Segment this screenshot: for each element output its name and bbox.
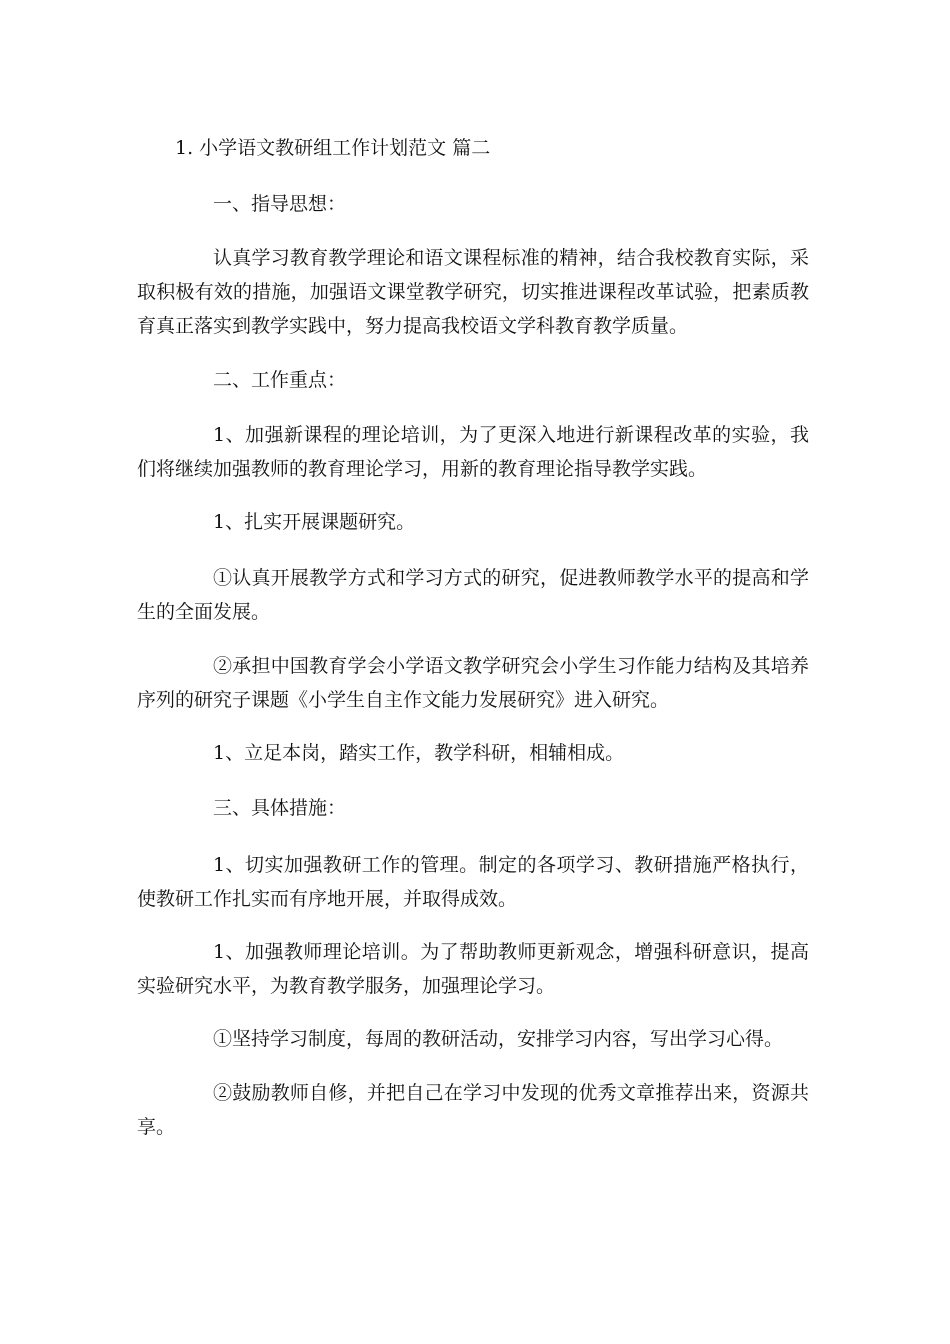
section-heading-work-focus: 二、工作重点： [213,369,347,391]
paragraph-guiding-ideology: 认真学习教育教学理论和语文课程标准的精神，结合我校教育实际，采取积极有效的措施，加强语文课堂教学研究，切实推进课程改革试验，把素质教育真正落实到教学实践中，努力提高我校语文学科教育教学质量。 [137,247,809,337]
paragraph-subproject-research: ②承担中国教育学会小学语文教学研究会小学生习作能力结构及其培养序列的研究子课题《小学生自主作文能力发展研究》进入研究。 [137,655,809,711]
section-heading-guiding-ideology: 一、指导思想： [213,193,347,215]
paragraph-research-topics: 1、扎实开展课题研究。 [213,511,416,533]
paragraph-management: 1、切实加强教研工作的管理。制定的各项学习、教研措施严格执行，使教研工作扎实而有序地开展，并取得成效。 [137,854,809,910]
paragraph-teaching-methods-research: ①认真开展教学方式和学习方式的研究，促进教师教学水平的提高和学生的全面发展。 [137,567,809,623]
paragraph-self-study: ②鼓励教师自修，并把自己在学习中发现的优秀文章推荐出来，资源共享。 [137,1082,809,1138]
paragraph-teacher-training: 1、加强教师理论培训。为了帮助教师更新观念，增强科研意识，提高实验研究水平，为教育教学服务，加强理论学习。 [137,941,809,997]
paragraph-theory-training: 1、加强新课程的理论培训，为了更深入地进行新课程改革的实验，我们将继续加强教师的教育理论学习，用新的教育理论指导教学实践。 [137,424,809,480]
document-title: 1. 小学语文教研组工作计划范文 篇二 [175,137,491,159]
section-heading-specific-measures: 三、具体措施： [213,797,347,819]
paragraph-work-practice: 1、立足本岗，踏实工作，教学科研，相辅相成。 [213,742,625,764]
paragraph-study-system: ①坚持学习制度，每周的教研活动，安排学习内容，写出学习心得。 [213,1028,784,1050]
